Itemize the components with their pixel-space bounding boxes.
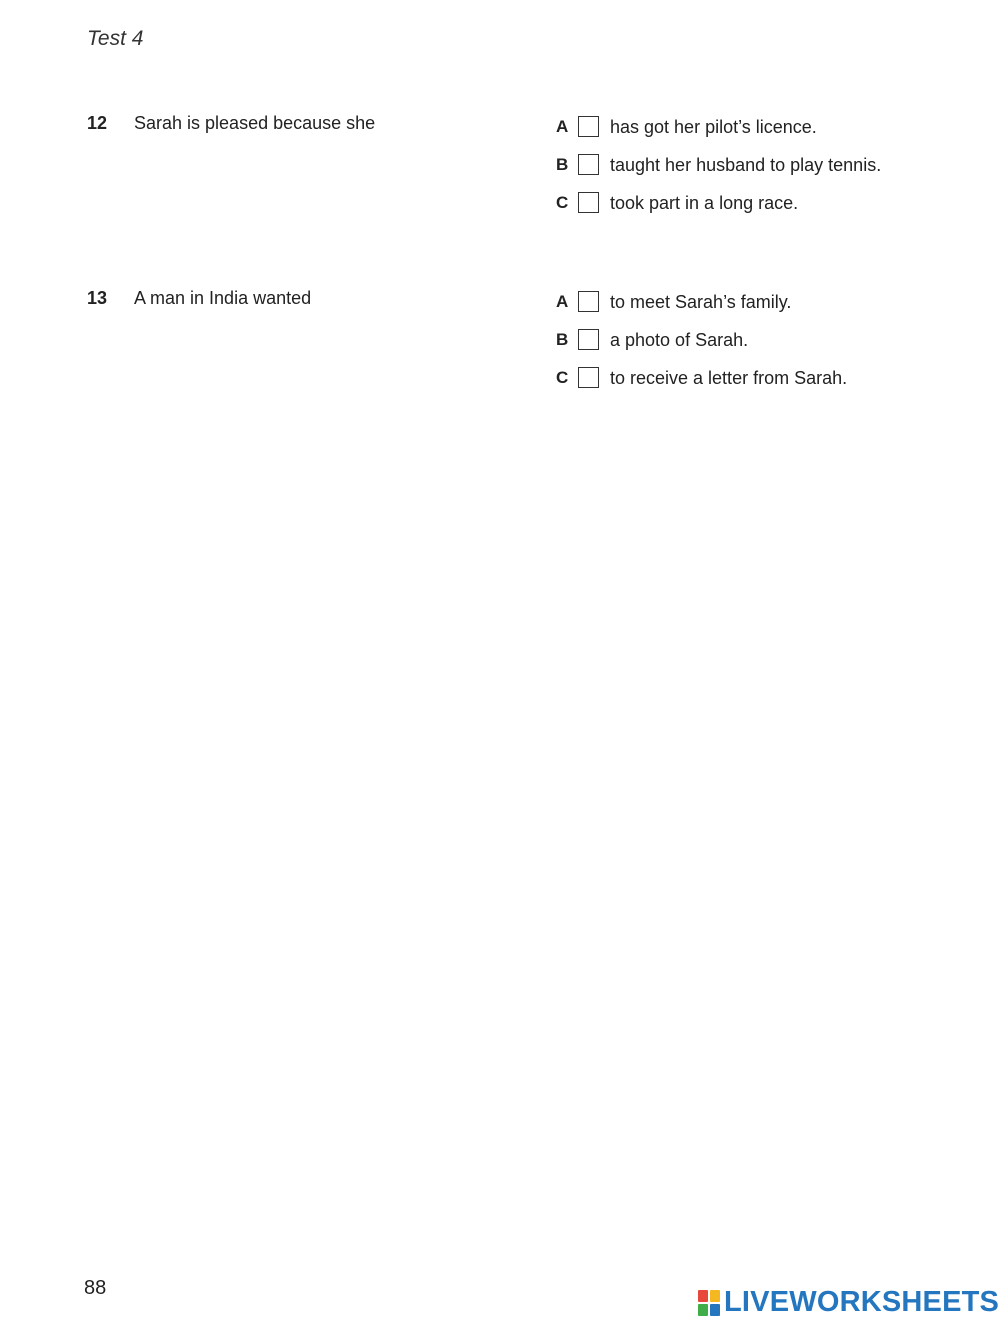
logo-text: LIVEWORKSHEETS — [724, 1286, 1000, 1318]
answer-checkbox[interactable] — [578, 116, 599, 137]
option-letter: B — [556, 330, 569, 349]
test-title: Test 4 — [87, 27, 144, 50]
logo-tile-yellow — [710, 1290, 720, 1302]
option-text: to meet Sarah’s family. — [610, 292, 792, 312]
option-c[interactable] — [556, 191, 881, 229]
option-letter: C — [556, 368, 569, 387]
option-text: a photo of Sarah. — [610, 330, 749, 350]
option-letter: A — [556, 117, 569, 136]
answer-options — [556, 115, 881, 229]
answer-checkbox[interactable] — [578, 192, 599, 213]
option-b[interactable] — [556, 153, 881, 191]
liveworksheets-logo[interactable] — [698, 1286, 999, 1319]
option-letter: B — [556, 155, 569, 174]
page-number: 88 — [84, 1277, 107, 1299]
answer-checkbox[interactable] — [578, 367, 599, 388]
option-text: to receive a letter from Sarah. — [610, 368, 848, 388]
logo-tile-blue — [710, 1304, 720, 1316]
logo-tile-red — [698, 1290, 708, 1302]
question-stem: Sarah is pleased because she — [134, 113, 376, 133]
option-text: taught her husband to play tennis. — [610, 155, 882, 175]
logo-tile-green — [698, 1304, 708, 1316]
option-text: took part in a long race. — [610, 193, 799, 213]
option-b[interactable] — [556, 328, 847, 366]
logo-mark-icon — [698, 1290, 720, 1316]
question-number: 13 — [87, 288, 108, 308]
option-letter: A — [556, 292, 569, 311]
option-letter: C — [556, 193, 569, 212]
option-a[interactable] — [556, 290, 847, 328]
question-number: 12 — [87, 113, 108, 133]
option-a[interactable] — [556, 115, 881, 153]
answer-checkbox[interactable] — [578, 154, 599, 175]
answer-checkbox[interactable] — [578, 291, 599, 312]
option-text: has got her pilot’s licence. — [610, 117, 817, 137]
question-stem: A man in India wanted — [134, 288, 312, 308]
option-c[interactable] — [556, 366, 847, 404]
answer-checkbox[interactable] — [578, 329, 599, 350]
answer-options — [556, 290, 847, 404]
